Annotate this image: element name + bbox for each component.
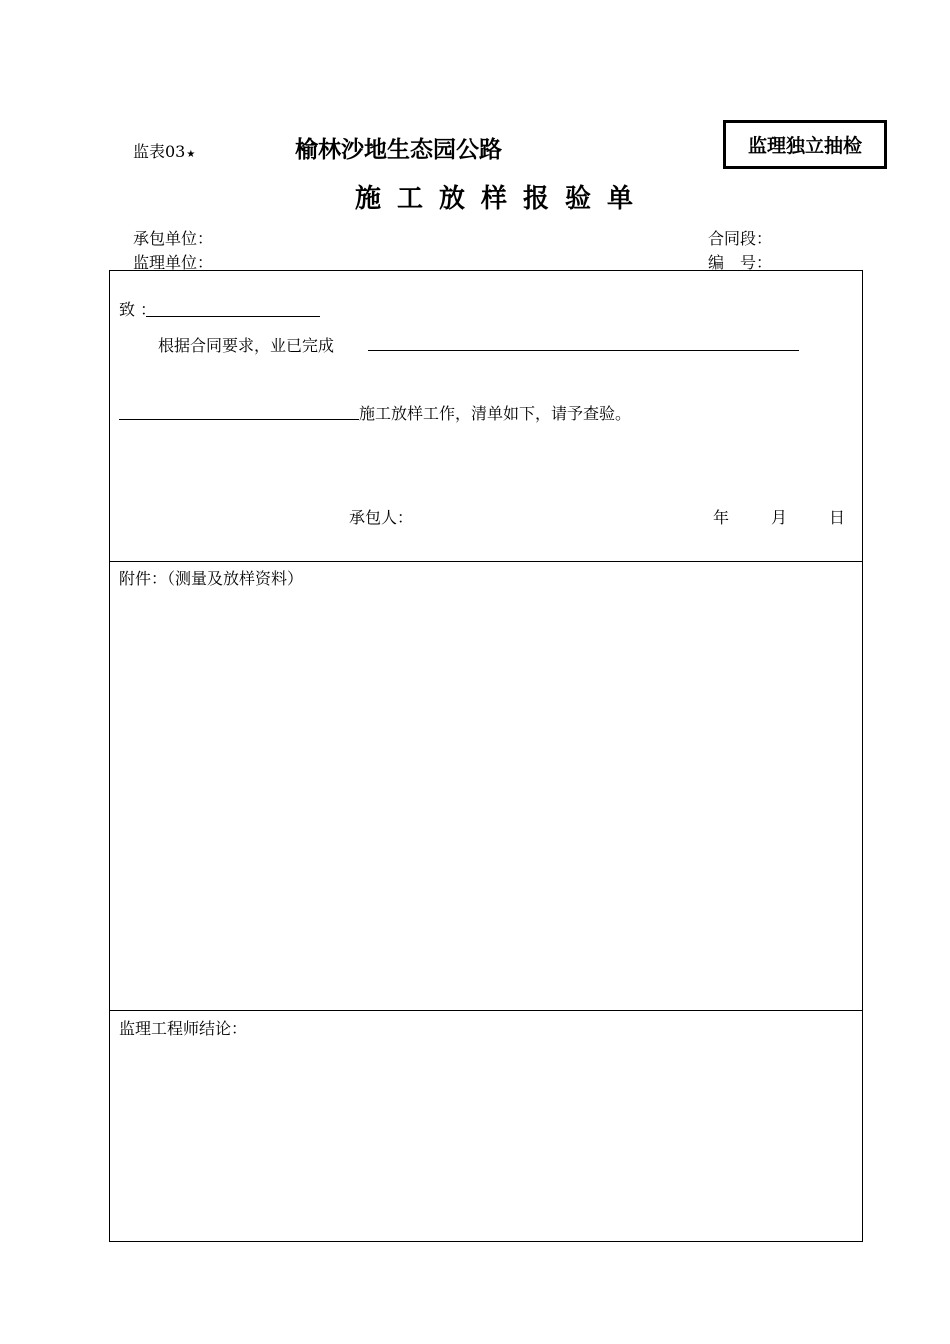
intro-text: 根据合同要求，业已完成 [158, 336, 335, 355]
stamp-label: 监理独立抽检 [747, 135, 862, 157]
month-label: 月 [771, 508, 788, 527]
contractor-sign-label: 承包人： [349, 508, 414, 527]
project-name: 榆林沙地生态园公路 [295, 137, 502, 163]
work-underline-1 [368, 350, 799, 351]
section-divider [110, 1010, 862, 1011]
form-table [109, 270, 863, 1242]
work-text: 施工放样工作，清单如下，请予查验。 [359, 404, 632, 423]
inspection-stamp [723, 120, 887, 169]
form-code-text: 监表03 [133, 142, 186, 161]
form-code [133, 139, 195, 162]
number-label: 编 号： [708, 253, 773, 272]
form-title: 施工放样报验单 [355, 184, 650, 214]
contract-section-label: 合同段： [708, 229, 773, 248]
contractor-label: 承包单位： [133, 229, 214, 248]
supervisor-label: 监理单位： [133, 253, 214, 272]
day-label: 日 [829, 508, 846, 527]
to-label: 致 ： [119, 300, 157, 319]
work-underline-2 [119, 419, 359, 420]
conclusion-label: 监理工程师结论： [119, 1019, 248, 1038]
to-underline [146, 316, 320, 317]
year-label: 年 [713, 508, 730, 527]
star-icon: ★ [186, 149, 196, 160]
attachment-label: 附件：（测量及放样资料） [119, 569, 304, 588]
section-divider [110, 561, 862, 562]
